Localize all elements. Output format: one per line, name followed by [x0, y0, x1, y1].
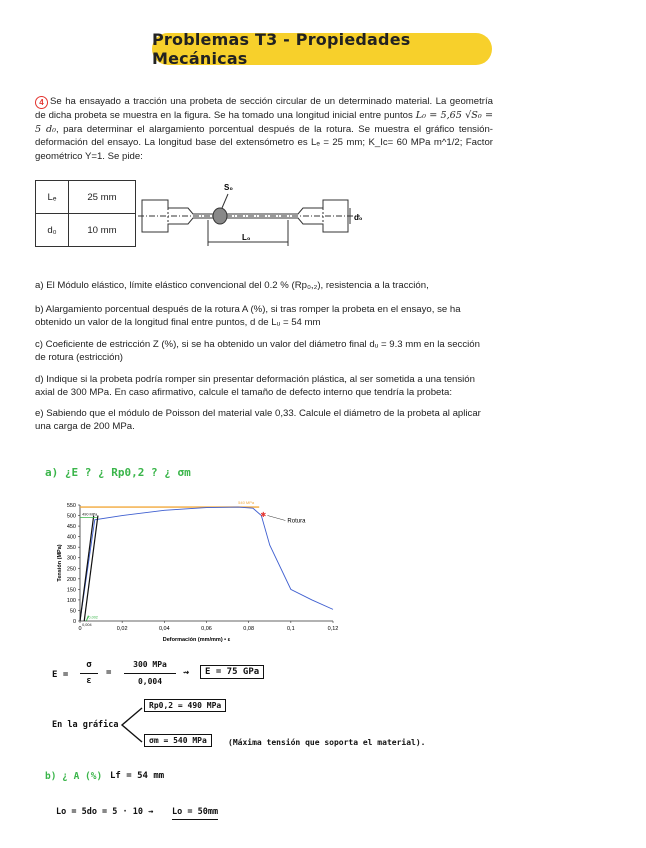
equals-sign: =: [106, 668, 112, 678]
y-tick-label: 50: [69, 608, 76, 615]
spec-table: [35, 180, 136, 247]
x-tick-label: 0,06: [201, 626, 212, 632]
fraction-line-1: [80, 673, 98, 674]
rotura-marker: ✱: [260, 510, 267, 519]
rp-label: 490 MPa: [82, 512, 98, 517]
e-formula-lhs: E =: [52, 670, 69, 680]
question-c: c) Coeficiente de estricción Z (%), si se ha obtenido un valor del diámetro final dᵤ = 9.3 mm en la sección de rotura (estricción): [35, 339, 480, 363]
epsilon-symbol: ε: [86, 676, 92, 686]
problem-text-2: , para determinar el alargamiento porcentual después de la rotura. Se muestra el gráfico tensión-deformación del ensayo. La longitud base del extensómetro es Lₑ = 25 mm; K_Ic= 60 MPa m^1/2; Factor geométrico Y=1. Se pide:: [35, 123, 493, 162]
rotura-pointer: [267, 515, 285, 520]
x-tick-label: 0,12: [327, 626, 339, 632]
stress-strain-chart: [55, 497, 355, 645]
y-tick-label: 250: [66, 566, 76, 573]
page-title: Problemas T3 - Propiedades Mecánicas: [152, 33, 492, 65]
y-tick-label: 300: [66, 555, 76, 562]
table-row: [36, 181, 136, 214]
y-tick-label: 0: [72, 619, 76, 625]
problem-formula: L₀ = 5,65 √S₀ = 5 d₀: [35, 110, 494, 135]
table-row: [36, 214, 136, 247]
y-tick-label: 500: [66, 513, 76, 520]
brace: [118, 706, 144, 744]
x-tick-label: 0,1: [287, 626, 295, 632]
e-result-box: E = 75 GPa: [200, 665, 264, 679]
question-e: e) Sabiendo que el módulo de Poisson del material vale 0,33. Calcule el diámetro de la probeta al aplicar una carga de 200 MPa.: [35, 408, 481, 432]
uts-label: 540 MPa: [238, 500, 255, 506]
fraction-numerator: 300 MPa: [133, 660, 167, 669]
x-tick-label: 0,02: [116, 626, 128, 632]
sm-result-box: σm = 540 MPa: [144, 734, 212, 747]
l0-label: L₀: [242, 233, 251, 242]
table-cell: 10 mm: [69, 214, 136, 247]
question-a: a) El Módulo elástico, límite elástico convencional del 0.2 % (Rp₀,₂), resistencia a la tracción,: [35, 280, 429, 291]
fraction-line-2: [124, 673, 176, 674]
y-axis-label: Tensión (MPa): [57, 544, 63, 582]
y-tick-label: 400: [66, 534, 76, 541]
x-tick-label: 0,04: [158, 626, 170, 632]
y-tick-label: 100: [66, 597, 76, 604]
problem-statement: [35, 95, 493, 163]
fraction-denominator: 0,004: [137, 677, 163, 686]
lo-result: Lo = 50mm: [172, 807, 218, 820]
y-tick-label: 550: [66, 503, 76, 509]
table-cell: Lₑ: [36, 181, 69, 214]
part-b-heading: b) ¿ A (%): [45, 771, 103, 782]
offset-label: 0,002: [88, 615, 98, 620]
lf-value: Lf = 54 mm: [110, 771, 165, 781]
x-axis-label: Deformación (mm/mm) • ε: [162, 637, 231, 643]
arrow-1: ⇝: [183, 667, 190, 678]
rp-result-box: Rp0,2 = 490 MPa: [144, 699, 226, 712]
problem-text-1: Se ha ensayado a tracción una probeta de sección circular de un determinado material. La geometría de dicha probeta se muestra en la figura. Se ha tomado una longitud inicial entre puntos: [35, 96, 493, 121]
d0-label: d₀: [354, 213, 363, 222]
table-cell: 25 mm: [69, 181, 136, 214]
specimen-figure: [138, 180, 368, 252]
s0-label: S₀: [224, 183, 233, 192]
problem-number-badge: 4: [35, 96, 48, 109]
y-tick-label: 150: [66, 587, 76, 594]
y-tick-label: 350: [66, 545, 76, 552]
en-grafica-label: En la gráfica: [52, 720, 119, 730]
part-a-heading: a) ¿E ? ¿ Rp0,2 ? ¿ σm: [45, 466, 191, 479]
x-tick-label: 0,08: [243, 626, 255, 632]
question-d: d) Indique si la probeta podría romper sin presentar deformación plástica, al ser sometida a una tensión axial de 300 MPa. En caso afirmativo, calcule el tamaño de defecto interno que tendría la probeta:: [35, 374, 475, 398]
sm-note: (Máxima tensión que soporta el material).: [228, 738, 426, 747]
question-b: b) Alargamiento porcentual después de la rotura A (%), si tras romper la probeta en el ensayo, se ha obtenido un valor de la longitud final entre puntos, d de Lᵤ = 54 mm: [35, 304, 461, 328]
y-tick-label: 200: [66, 576, 76, 583]
x-tick-label: 0: [78, 626, 82, 632]
sigma-symbol: σ: [86, 660, 92, 670]
table-cell: d₀: [36, 214, 69, 247]
rotura-label: Rotura: [287, 518, 306, 525]
origin-label: 0,004: [82, 623, 92, 627]
lo-line: Lo = 5do = 5 · 10 ⇝: [56, 807, 154, 817]
y-tick-label: 450: [66, 524, 76, 531]
